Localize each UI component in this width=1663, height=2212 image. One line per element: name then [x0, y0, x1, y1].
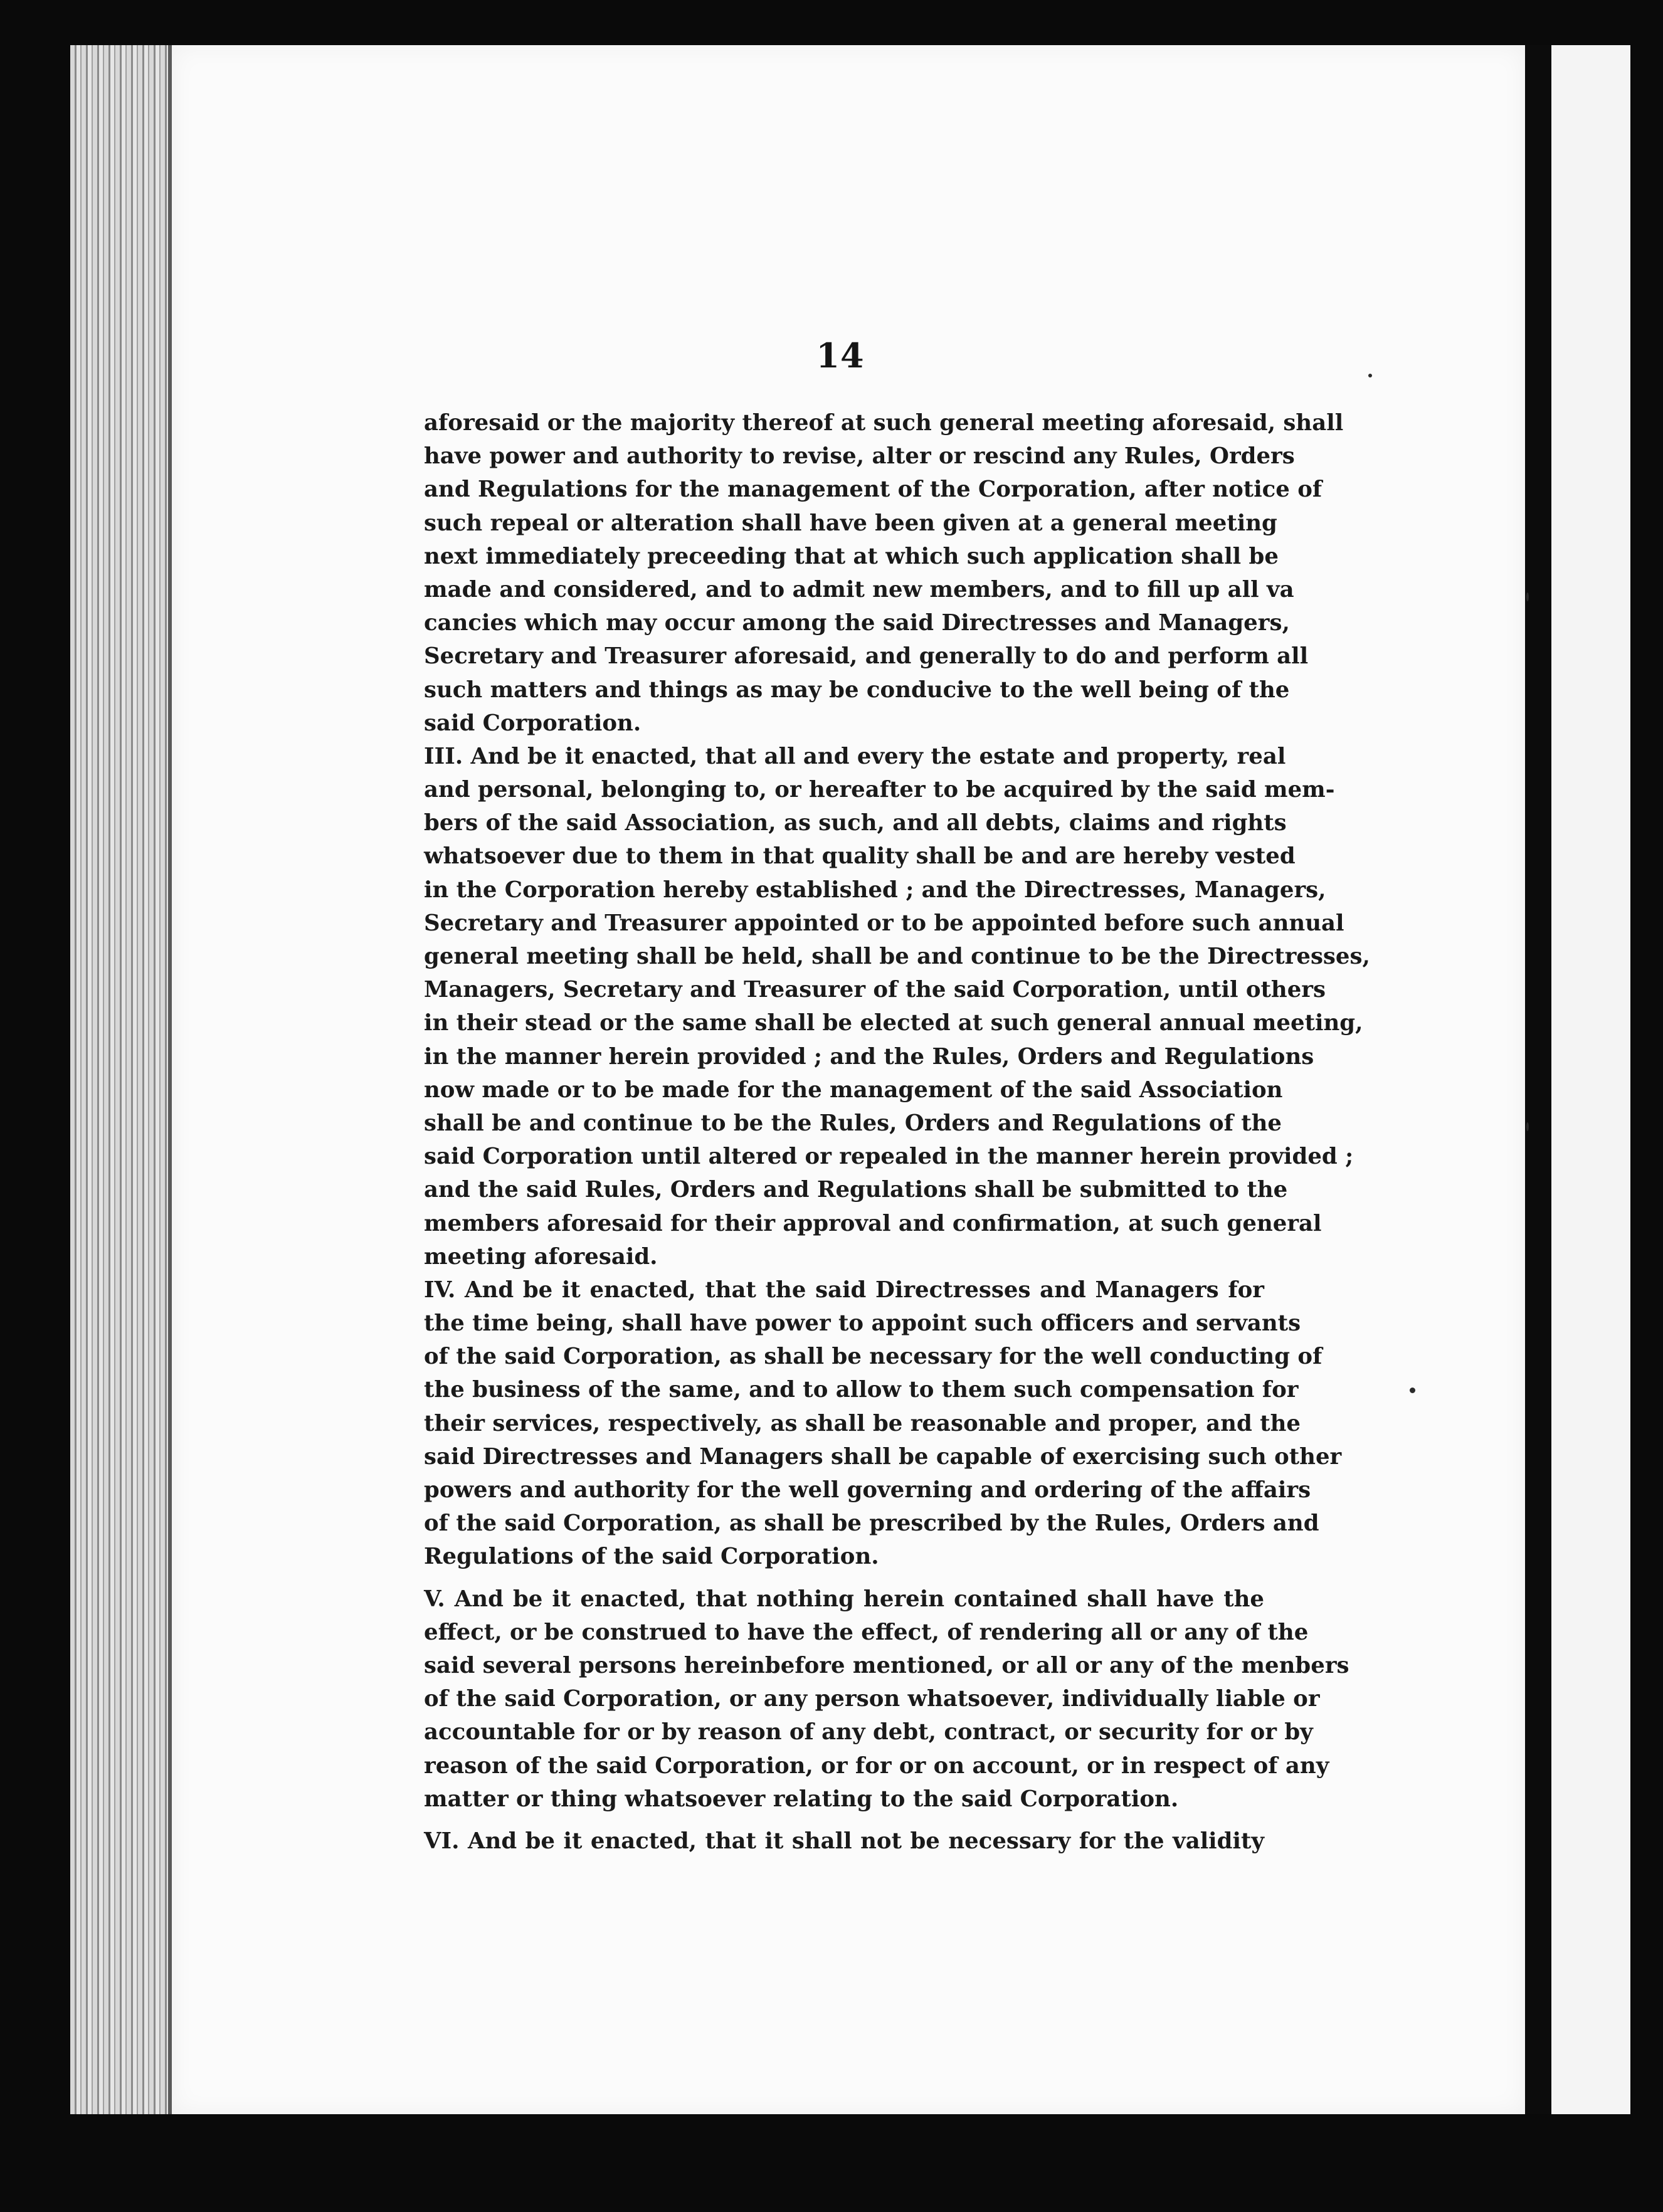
body-text	[424, 406, 1370, 1858]
scan-border-left	[0, 0, 70, 2212]
text-line: and personal, belonging to, or hereafter to be acquired by the said mem-	[424, 777, 1335, 803]
paragraph-gap	[424, 1816, 1264, 1825]
text-line: said Corporation until altered or repealed in the manner herein provided ;	[424, 1144, 1354, 1170]
text-line: their services, respectively, as shall be reasonable and proper, and the	[424, 1410, 1301, 1436]
paragraph	[424, 1273, 1342, 1574]
paragraph-gap	[424, 1574, 1264, 1583]
text-line: aforesaid or the majority thereof at such general meeting aforesaid, shall	[424, 410, 1344, 436]
paragraph	[424, 1583, 1349, 1816]
text-line: of the said Corporation, as shall be necessary for the well conducting of	[424, 1344, 1322, 1370]
scan-speck	[1410, 1388, 1415, 1393]
adjacent-page	[1551, 45, 1630, 2114]
text-line: powers and authority for the well governing and ordering of the affairs	[424, 1477, 1311, 1503]
text-line: such repeal or alteration shall have been given at a general meeting	[424, 510, 1277, 536]
text-line: in the Corporation hereby established ; and the Directresses, Managers,	[424, 877, 1326, 903]
text-line: VI. And be it enacted, that it shall not be necessary for the validity	[424, 1828, 1264, 1854]
text-line: next immediately preceeding that at which such application shall be	[424, 543, 1279, 569]
text-line: general meeting shall be held, shall be and continue to be the Directresses,	[424, 944, 1370, 969]
text-line: bers of the said Association, as such, and all debts, claims and rights	[424, 810, 1287, 836]
text-line: have power and authority to revise, alter or rescind any Rules, Orders	[424, 443, 1295, 470]
book-page-edges	[70, 45, 171, 2114]
text-line: Managers, Secretary and Treasurer of the said Corporation, until others	[424, 977, 1326, 1003]
text-line: V. And be it enacted, that nothing herein contained shall have the	[424, 1586, 1264, 1612]
text-line: accountable for or by reason of any debt, contract, or security for or by	[424, 1719, 1313, 1746]
text-line: in their stead or the same shall be elected at such general annual meeting,	[424, 1010, 1363, 1036]
text-line: matter or thing whatsoever relating to the said Corporation.	[424, 1786, 1179, 1812]
text-line: Regulations of the said Corporation.	[424, 1544, 879, 1570]
paragraph	[424, 1825, 1264, 1858]
text-line: said several persons hereinbefore mentioned, or all or any of the menbers	[424, 1652, 1349, 1678]
text-line: members aforesaid for their approval and confirmation, at such general	[424, 1210, 1322, 1236]
text-line: reason of the said Corporation, or for or on account, or in respect of any	[424, 1752, 1329, 1779]
text-line: effect, or be construed to have the effect, of rendering all or any of the	[424, 1619, 1309, 1645]
text-line: of the said Corporation, as shall be prescribed by the Rules, Orders and	[424, 1510, 1319, 1537]
text-line: IV. And be it enacted, that the said Directresses and Managers for	[424, 1277, 1264, 1303]
text-line: such matters and things as may be conducive to the well being of the	[424, 677, 1290, 703]
page-gutter	[1525, 45, 1551, 2114]
scan-speck	[1368, 374, 1372, 377]
page-number: 14	[816, 335, 865, 376]
scan-speck	[1526, 1122, 1529, 1131]
text-line: the time being, shall have power to appoint such officers and servants	[424, 1310, 1301, 1337]
text-line: now made or to be made for the management of the said Association	[424, 1077, 1283, 1103]
text-line: of the said Corporation, or any person whatsoever, individually liable or	[424, 1686, 1320, 1712]
text-line: meeting aforesaid.	[424, 1243, 658, 1270]
text-line: Secretary and Treasurer appointed or to be appointed before such annual	[424, 910, 1344, 936]
paragraph	[424, 406, 1344, 740]
text-line: the business of the same, and to allow to them such compensation for	[424, 1377, 1299, 1403]
scan-speck	[1526, 592, 1529, 601]
text-line: III. And be it enacted, that all and every the estate and property, real	[424, 743, 1286, 769]
paragraph	[424, 740, 1370, 1273]
text-line: made and considered, and to admit new members, and to fill up all va	[424, 576, 1294, 603]
text-line: in the manner herein provided ; and the Rules, Orders and Regulations	[424, 1043, 1314, 1070]
text-line: Secretary and Treasurer aforesaid, and generally to do and perform all	[424, 643, 1309, 670]
scan-border-top	[0, 0, 1663, 45]
text-line: and Regulations for the management of the Corporation, after notice of	[424, 477, 1322, 503]
scan-border-bottom	[0, 2114, 1663, 2212]
text-line: said Corporation.	[424, 710, 641, 736]
text-line: whatsoever due to them in that quality shall be and are hereby vested	[424, 843, 1296, 870]
text-line: shall be and continue to be the Rules, Orders and Regulations of the	[424, 1110, 1282, 1136]
text-line: and the said Rules, Orders and Regulations shall be submitted to the	[424, 1177, 1288, 1203]
scan-border-right	[1630, 0, 1663, 2212]
text-line: said Directresses and Managers shall be capable of exercising such other	[424, 1443, 1342, 1470]
text-line: cancies which may occur among the said Directresses and Managers,	[424, 610, 1290, 636]
